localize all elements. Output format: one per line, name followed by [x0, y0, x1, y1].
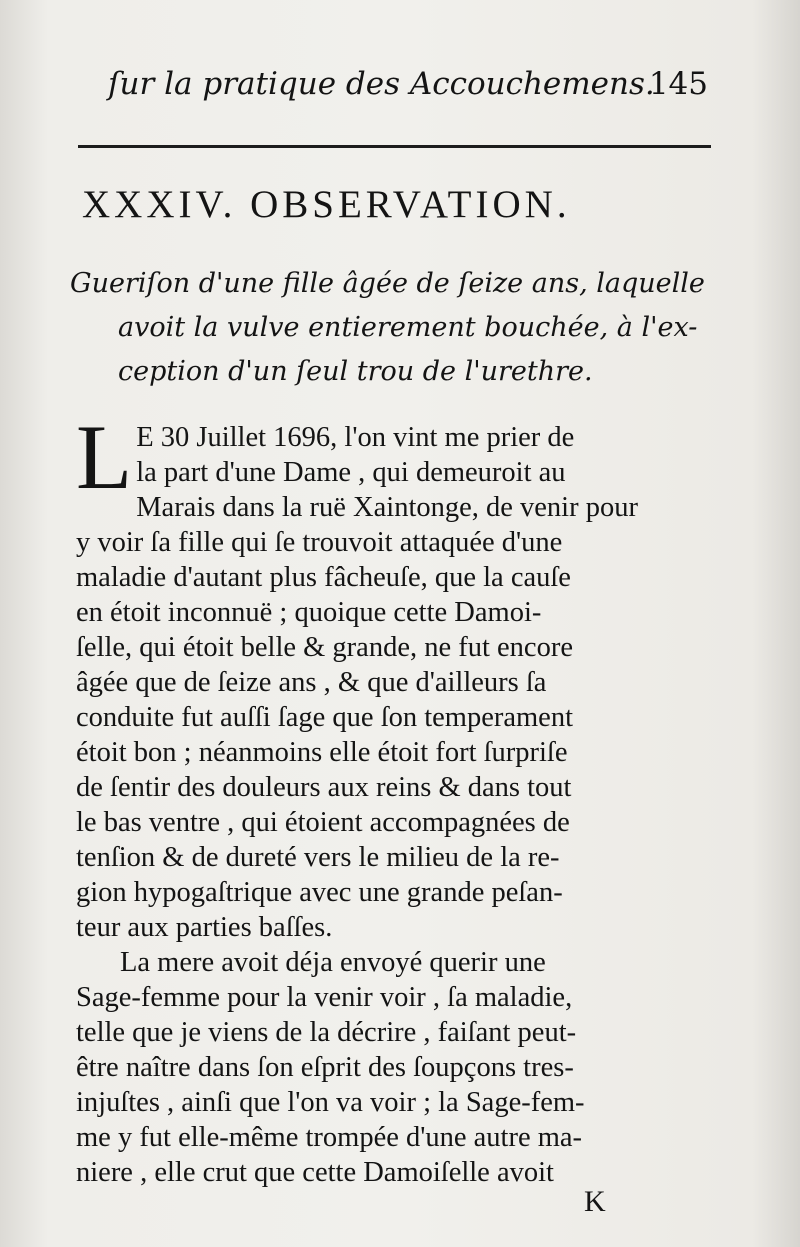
subtitle-line: avoit la vulve entierement bouchée, à l'ex- — [118, 312, 698, 343]
text-line: âgée que de ſeize ans , & que d'ailleurs ſa — [76, 667, 547, 698]
text-line: conduite fut auſſi ſage que ſon temperament — [76, 702, 573, 733]
text-line: en étoit inconnuë ; quoique cette Damoi- — [76, 597, 542, 628]
text-line: y voir ſa fille qui ſe trouvoit attaquée d'une — [76, 527, 563, 558]
text-line: le bas ventre , qui étoient accompagnées de — [76, 807, 570, 838]
running-head — [108, 62, 708, 106]
text-line: Sage-femme pour la venir voir , ſa maladie, — [76, 982, 573, 1013]
text-line: telle que je viens de la décrire , faiſant peut- — [76, 1017, 577, 1048]
text-line: Marais dans la ruë Xaintonge, de venir pour — [136, 492, 638, 523]
text-line: E 30 Juillet 1696, l'on vint me prier de — [136, 422, 575, 453]
text-line: me y fut elle-même trompée d'une autre ma- — [76, 1122, 583, 1153]
subtitle-line: ception d'un ſeul trou de l'urethre. — [118, 356, 593, 387]
text-line: injuſtes , ainſi que l'on va voir ; la Sage-fem- — [76, 1087, 585, 1118]
text-line: teur aux parties baſſes. — [76, 912, 333, 943]
running-head-title: ſur la pratique des Accouchemens. — [108, 66, 655, 102]
observation-subtitle — [70, 262, 710, 394]
text-line: la part d'une Dame , qui demeuroit au — [136, 457, 566, 488]
text-line: étoit bon ; néanmoins elle étoit fort ſurpriſe — [76, 737, 568, 768]
observation-heading: XXXIV. OBSERVATION. — [82, 183, 571, 226]
text-line: maladie d'autant plus fâcheuſe, que la cauſe — [76, 562, 571, 593]
text-line: être naître dans ſon eſprit des ſoupçons tres- — [76, 1052, 574, 1083]
text-line: tenſion & de dureté vers le milieu de la re- — [76, 842, 560, 873]
signature-mark: K — [584, 1185, 606, 1218]
page-number: 145 — [648, 66, 708, 102]
text-line: de ſentir des douleurs aux reins & dans tout — [76, 772, 572, 803]
body-text — [76, 406, 718, 1190]
text-line: La mere avoit déja envoyé querir une — [120, 947, 546, 978]
drop-cap: L — [76, 406, 133, 508]
text-line: gion hypogaſtrique avec une grande peſan- — [76, 877, 563, 908]
subtitle-line: Gueriſon d'une fille âgée de ſeize ans, laquelle — [70, 268, 705, 299]
header-rule — [78, 145, 711, 148]
text-line: ſelle, qui étoit belle & grande, ne fut encore — [76, 632, 573, 663]
text-line: niere , elle crut que cette Damoiſelle avoit — [76, 1157, 554, 1188]
